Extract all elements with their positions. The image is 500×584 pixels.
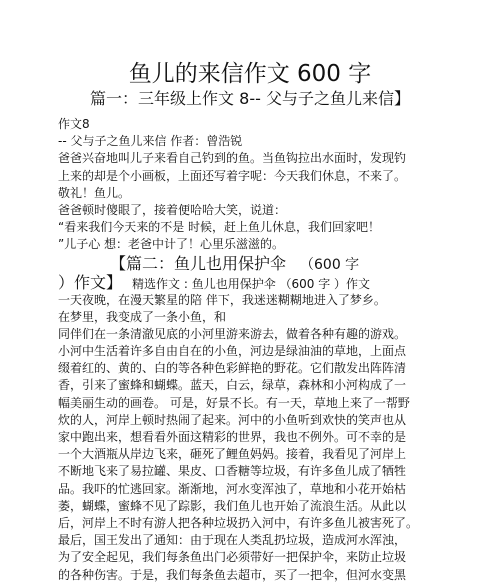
text-line: ”儿子心 想：老爸中计了！心里乐滋滋的。 (58, 237, 285, 252)
text-line: 香，引来了蜜蜂和蝴蝶。蓝天，白云，绿草，森林和小河构成了一 (58, 378, 407, 393)
document-subtitle: 篇一：三年级上作文 8-- 父与子之鱼儿来信】 (90, 89, 410, 108)
text-line: 萎，蝴蝶，蜜蜂不见了踪影，我们鱼儿也开始了流浪生活。从此以 (58, 498, 407, 513)
heading-text-end: ）作文】 (58, 272, 123, 292)
text-line: 敬礼！鱼儿。 (58, 185, 131, 200)
heading-wordcount: （600 字 (300, 256, 360, 273)
text-line: 爸爸兴奋地叫儿子来看自己钓到的鱼。当鱼钩拉出水面时，发现钓 (58, 151, 407, 166)
text-line: 最后，国王发出了通知：由于现在人类乱扔垃圾，造成河水浑浊， (58, 533, 407, 548)
text-line: 小河中生活着许多自由自在的小鱼，河边是绿油油的草地，上面点 (58, 344, 407, 359)
text-line: 的各种伤害。于是，我们每条鱼去超市，买了一把伞，但河水变黑 (58, 567, 407, 582)
text-line: 缀着红的、黄的、白的等各种色彩鲜艳的野花。它们散发出阵阵清 (58, 361, 407, 376)
text-line: 家中跑出来，想看看外面这精彩的世界，我也不例外。可不幸的是 (58, 430, 407, 444)
text-line: 爸爸顿时傻眼了，接着便哈哈大笑，说道： (58, 202, 287, 217)
section-heading (58, 254, 478, 273)
heading-text: 【篇二：鱼儿也用保护伞 (110, 253, 287, 273)
text-line: 一天夜晚，在漫天繁星的陪 伴下，我迷迷糊糊地进入了梦乡。 (58, 292, 386, 307)
text-line: 在梦里，我变成了一条小鱼，和 (58, 309, 227, 324)
text-line: -- 父与子之鱼儿来信 作者：曾浩锐 (58, 134, 243, 149)
text-line: 同伴们在一条清澈见底的小河里游来游去，做着各种有趣的游戏。 (58, 326, 407, 341)
text-line: “看来我们今天来的不是 时候，赶上鱼儿休息，我们回家吧！ (58, 220, 381, 235)
text-line: 品。我吓的忙逃回家。渐渐地，河水变浑浊了，草地和小花开始枯 (58, 481, 407, 496)
text-line: 后，河岸上不时有游人把各种垃圾扔入河中，有许多鱼儿被害死了。 (58, 515, 419, 530)
text-line: 作文8 (58, 117, 90, 131)
text-line: 为了安全起见，我们每条鱼出门必须带好一把保护伞，来防止垃圾 (58, 550, 407, 565)
document-body (58, 116, 478, 584)
text-line: 幅美丽生动的画卷。 可是，好景不长。有一天，草地上来了一帮野 (58, 395, 410, 410)
document-title: 鱼儿的来信作文 600 字 (128, 61, 372, 87)
heading-subline: 精选作文 : 鱼儿也用保护伞 （600 字 ）作文 (132, 276, 371, 291)
text-line: 不断地飞来了易拉罐、果皮、口香糖等垃圾，有许多鱼儿成了牺牲 (58, 464, 407, 479)
section-heading-cont (58, 273, 478, 292)
text-line: 炊的人，河岸上顿时热闹了起来。河中的小鱼听到欢快的笑声也从 (58, 412, 407, 427)
text-line: 上来的却是个小画板，上面还写着字呢：今天我们休息，不来了。 (58, 168, 407, 183)
text-line: 一个大酒瓶从岸边飞来，砸死了鲤鱼妈妈。接着，我看见了河岸上 (58, 447, 407, 462)
